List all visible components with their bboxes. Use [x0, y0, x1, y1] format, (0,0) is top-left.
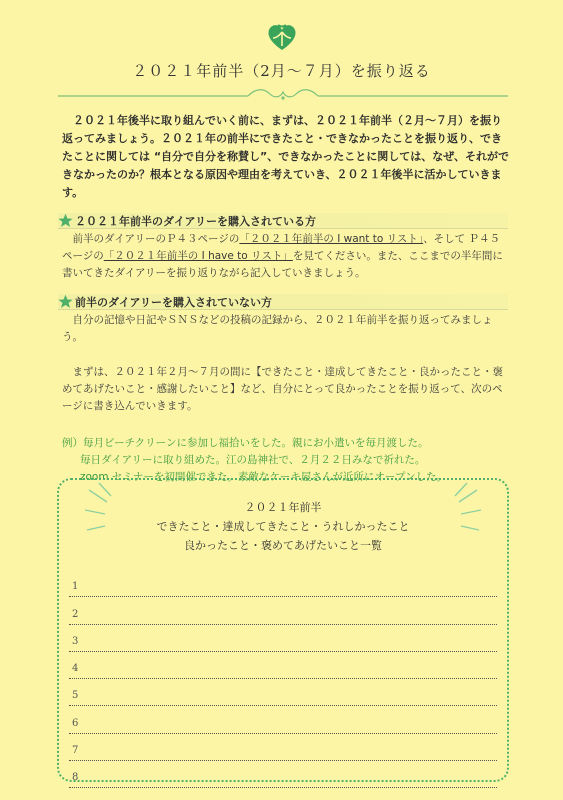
box-title-line: 良かったこと・褒めてあげたいこと一覧 — [184, 539, 382, 552]
line-number: 7 — [72, 745, 79, 757]
section1-text-b: 、そして Ｐ４５ページの — [62, 233, 501, 262]
section-heading-not-purchased — [58, 294, 508, 310]
i-want-to-list-reference: 「２０２１年前半の I want to リスト」 — [239, 233, 424, 245]
section1-body — [62, 231, 508, 282]
section2-body: 自分の記憶や日記やＳＮＳなどの投稿の記録から、２０２１年前半を振り返ってみましょう。 — [62, 314, 493, 343]
line-number: 2 — [72, 608, 79, 620]
section1-text-a: 前半のダイアリーのＰ４３ページの — [72, 233, 240, 245]
i-have-to-list-reference: 「２０２１年前半の I have to リスト」 — [103, 250, 293, 262]
entry-line-5[interactable] — [69, 679, 497, 706]
example-line: 例）毎月ビーチクリーンに参加し福拾いをした。親にお小遣いを毎月渡した。 — [62, 437, 429, 449]
star-icon — [58, 294, 73, 309]
entry-line-6[interactable] — [69, 706, 497, 733]
heart-leaf-logo-icon — [266, 22, 298, 52]
entry-line-4[interactable] — [69, 652, 497, 679]
section-heading-text: 前半のダイアリーを購入されていない方 — [75, 295, 273, 309]
entry-line-1[interactable] — [69, 570, 497, 597]
line-number: 3 — [72, 635, 79, 647]
line-number: 8 — [72, 772, 79, 784]
writing-box — [57, 478, 509, 782]
page-title: ２０２１年前半（2月～７月）を振り返る — [132, 62, 431, 80]
entry-line-7[interactable] — [69, 734, 497, 761]
box-title — [59, 498, 507, 555]
example-line: 毎日ダイアリーに取り組めた。江の島神社で、２月２２日みなで祈れた。 — [80, 454, 426, 466]
entry-line-2[interactable] — [69, 597, 497, 624]
entry-line-3[interactable] — [69, 625, 497, 652]
line-number: 4 — [72, 663, 79, 675]
line-number: 1 — [72, 581, 79, 593]
box-title-line: できたこと・達成してきたこと・うれしかったこと — [156, 520, 410, 533]
intro-paragraph: ２０２１年後半に取り組んでいく前に、まずは、２０２１年前半（２月～７月）を振り返ってみましょう。２０２１年の前半にできたこと・できなかったことを振り返り、できたことに関しては “自分で自分を称賛し”、できなかったことに関しては、なぜ、それができなかったのか？根本となる原因や理由を考えていき、２０２１年後半に活かしていきます。 — [62, 114, 509, 199]
line-number: 5 — [72, 690, 79, 702]
section1-text-c: を見てください。また、ここまでの半年間に書いてきたダイアリーを振り返りながら記入していきましょう。 — [62, 250, 503, 279]
section-heading-purchased — [58, 213, 508, 229]
entry-line-8[interactable] — [69, 761, 497, 788]
box-title-line: ２０２１年前半 — [244, 501, 322, 514]
title-ornament-divider — [58, 86, 508, 102]
entry-lines — [69, 570, 497, 788]
example-line: zoom セミナーを初開催できた。素敵なケーキ屋さんが近所にオープンした。 — [80, 471, 447, 483]
section-heading-text: ２０２１年前半のダイアリーを購入されている方 — [75, 214, 317, 228]
line-number: 6 — [72, 717, 79, 729]
instruction-paragraph: まずは、２０２１年２月～７月の間に【できたこと・達成してきたこと・良かったこと・褒めてあげたいこと・感謝したいこと】など、自分にとって良かったことを振り返って、次のページに書き込んでいきます。 — [62, 366, 503, 412]
star-icon — [58, 213, 73, 228]
